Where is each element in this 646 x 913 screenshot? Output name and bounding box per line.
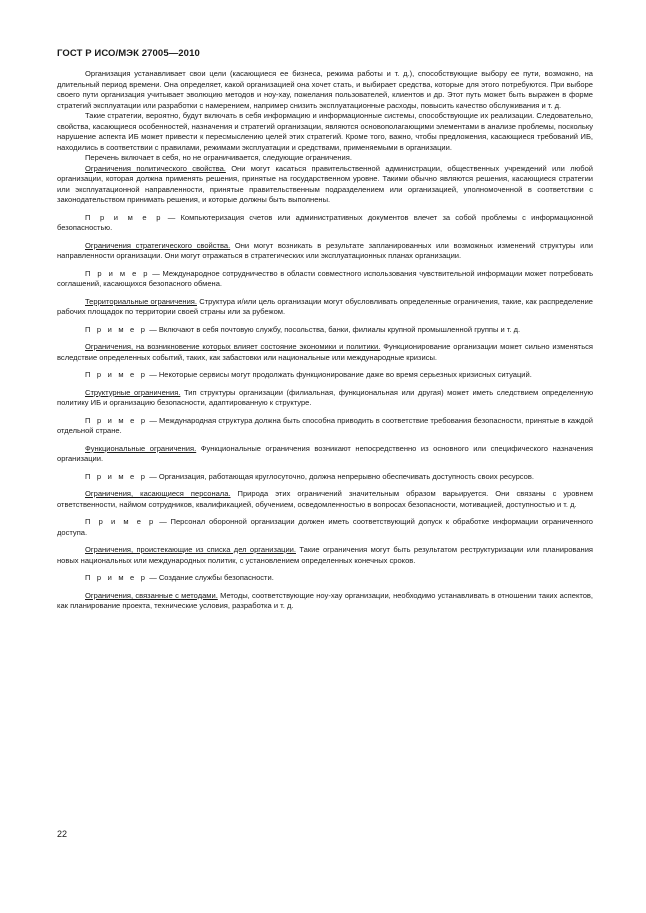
paragraph (57, 388, 593, 409)
document-body (57, 69, 593, 612)
constraint-heading: Ограничения, на возникновение которых влияет состояние экономики и политики. (85, 342, 381, 351)
paragraph-text: — Международное сотрудничество в области совместного использования чувствительной информации может потребовать соглашений, касающихся безопасного обмена. (57, 268, 594, 288)
paragraph (57, 489, 593, 510)
example-label: П р и м е р (85, 268, 150, 278)
example-paragraph (57, 213, 593, 234)
example-label: П р и м е р (85, 415, 148, 425)
example-paragraph (57, 370, 593, 381)
paragraph-text: — Компьютеризация счетов или административных документов влечет за собой проблемы с информационной безопасностью. (57, 212, 593, 232)
paragraph-text: — Международная структура должна быть способна приводить в соответствие требования безопасности, принятые в каждой отдельной стране. (57, 415, 593, 435)
example-label: П р и м е р (85, 212, 163, 222)
example-label: П р и м е р (85, 573, 148, 582)
example-label: П р и м е р (85, 471, 148, 481)
paragraph-text: Функционирование организации может сильно изменяться вследствие определенных событий, таких, как забастовки или национальные или международные кризисы. (57, 342, 593, 362)
example-label: П р и м е р (85, 517, 156, 526)
paragraph (57, 591, 593, 612)
example-paragraph (57, 472, 593, 483)
paragraph (57, 111, 593, 153)
constraint-heading: Ограничения, касающиеся персонала. (85, 489, 231, 498)
paragraph (57, 153, 593, 164)
example-paragraph (57, 325, 593, 336)
example-paragraph (57, 573, 593, 584)
paragraph (57, 342, 593, 363)
paragraph-text: Тип структуры организации (филиальная, функциональная или другая) может иметь следствием определенную политику ИБ и организацию безопасности, адаптированную к структуре. (57, 387, 593, 407)
paragraph (57, 164, 593, 206)
paragraph-text: Организация устанавливает свои цели (касающиеся ее бизнеса, режима работы и т. д.), способствующие выбору ее пути, возможно, на длительный период времени. Она определяет, какой организацией она хочет стать, и выбирает средства, которые для этого потребуются. При выборе своего пути организация учитывает эволюцию методов и ноу-хау, пожелания пользователей, клиентов и др. Этот путь может быть выражен в форме стратегий эксплуатации или разработки с намерением, например снизить эксплуатационные расходы, повысить качество обслуживания и т. д. (57, 69, 593, 110)
paragraph-text: Функциональные ограничения возникают непосредственно из основного или специфического назначения организации. (57, 443, 593, 463)
constraint-heading: Структурные ограничения. (85, 387, 181, 397)
page-header: ГОСТ Р ИСО/МЭК 27005—2010 (57, 48, 200, 59)
constraint-heading: Ограничения стратегического свойства. (85, 240, 231, 250)
paragraph-text: Природа этих ограничений значительным образом варьируется. Они связаны с уровнем ответственности, наймом сотрудников, квалификацией, обучением, осведомленностью в вопросах безопасности, мотивацией, доступностью и т. д. (57, 489, 593, 509)
constraint-heading: Функциональные ограничения. (85, 443, 197, 453)
paragraph-text: — Некоторые сервисы могут продолжать функционирование даже во время серьезных кризисных ситуаций. (147, 370, 532, 379)
page-number: 22 (57, 829, 68, 839)
paragraph-text: Методы, соответствующие ноу-хау организации, необходимо устанавливать в отношении таких аспектов, как планирование проекта, технические условия, разработка и т. д. (57, 590, 594, 610)
paragraph-text: — Создание службы безопасности. (147, 573, 274, 582)
paragraph-text: Структура и/или цель организации могут обусловливать определенные ограничения, такие, как распределение рабочих площадок по территории своей страны или за рубежом. (57, 296, 593, 316)
paragraph (57, 241, 593, 262)
paragraph (57, 297, 593, 318)
paragraph (57, 545, 593, 566)
paragraph-text: — Организация, работающая круглосуточно, должна непрерывно обеспечивать доступность своих ресурсов. (147, 471, 534, 481)
paragraph-text: Они могут касаться правительственной администрации, общественных учреждений или любой организации, которая должна применять решения, принятые на государственном уровне. Такими обычно являются решения, касающиеся стратегии или эксплуатационной направленности, принятые правительственным подразделением или организацией, уполномоченной в соответствии с законодательством принимать решения, и которые должны быть выполнены. (57, 163, 593, 204)
paragraph-text: Такие ограничения могут быть результатом реструктуризации или планирования новых национальных или международных политик, с установлением определенных конечных сроков. (57, 545, 593, 565)
example-paragraph (57, 269, 593, 290)
constraint-heading: Ограничения, связанные с методами. (85, 590, 218, 600)
paragraph-text: — Включают в себя почтовую службу, посольства, банки, филиалы крупной промышленной группы и т. д. (147, 324, 521, 334)
paragraph-text: Они могут возникать в результате запланированных или возможных изменений структуры или направленности организации. Они могут отражаться в стратегических или эксплуатационных планах организации. (57, 240, 593, 260)
paragraph-text: Перечень включает в себя, но не ограничивается, следующие ограничения. (85, 153, 352, 162)
paragraph (57, 444, 593, 465)
constraint-heading: Ограничения политического свойства. (85, 163, 226, 173)
constraint-heading: Территориальные ограничения. (85, 296, 197, 306)
paragraph-text: — Персонал оборонной организации должен иметь соответствующий допуск к обработке информации ограниченного доступа. (57, 517, 593, 537)
paragraph (57, 69, 593, 111)
constraint-heading: Ограничения, проистекающие из списка дел организации. (85, 545, 296, 554)
paragraph-text: Такие стратегии, вероятно, будут включать в себя информацию и информационные системы, способствующие их реализации. Следовательно, свойства, касающиеся особенностей, назначения и стратегий организации, являются основополагающими элементами в анализе проблемы, поскольку нарушение аспекта ИБ может привести к пересмыслению целей этих стратегий. Кроме того, важно, чтобы предложения, касающиеся требований ИБ, находились в соответствии с правилами, режимами эксплуатации и средствами, применяемыми в организации. (57, 111, 593, 152)
example-label: П р и м е р (85, 370, 148, 379)
example-label: П р и м е р (85, 324, 148, 334)
example-paragraph (57, 416, 593, 437)
example-paragraph (57, 517, 593, 538)
